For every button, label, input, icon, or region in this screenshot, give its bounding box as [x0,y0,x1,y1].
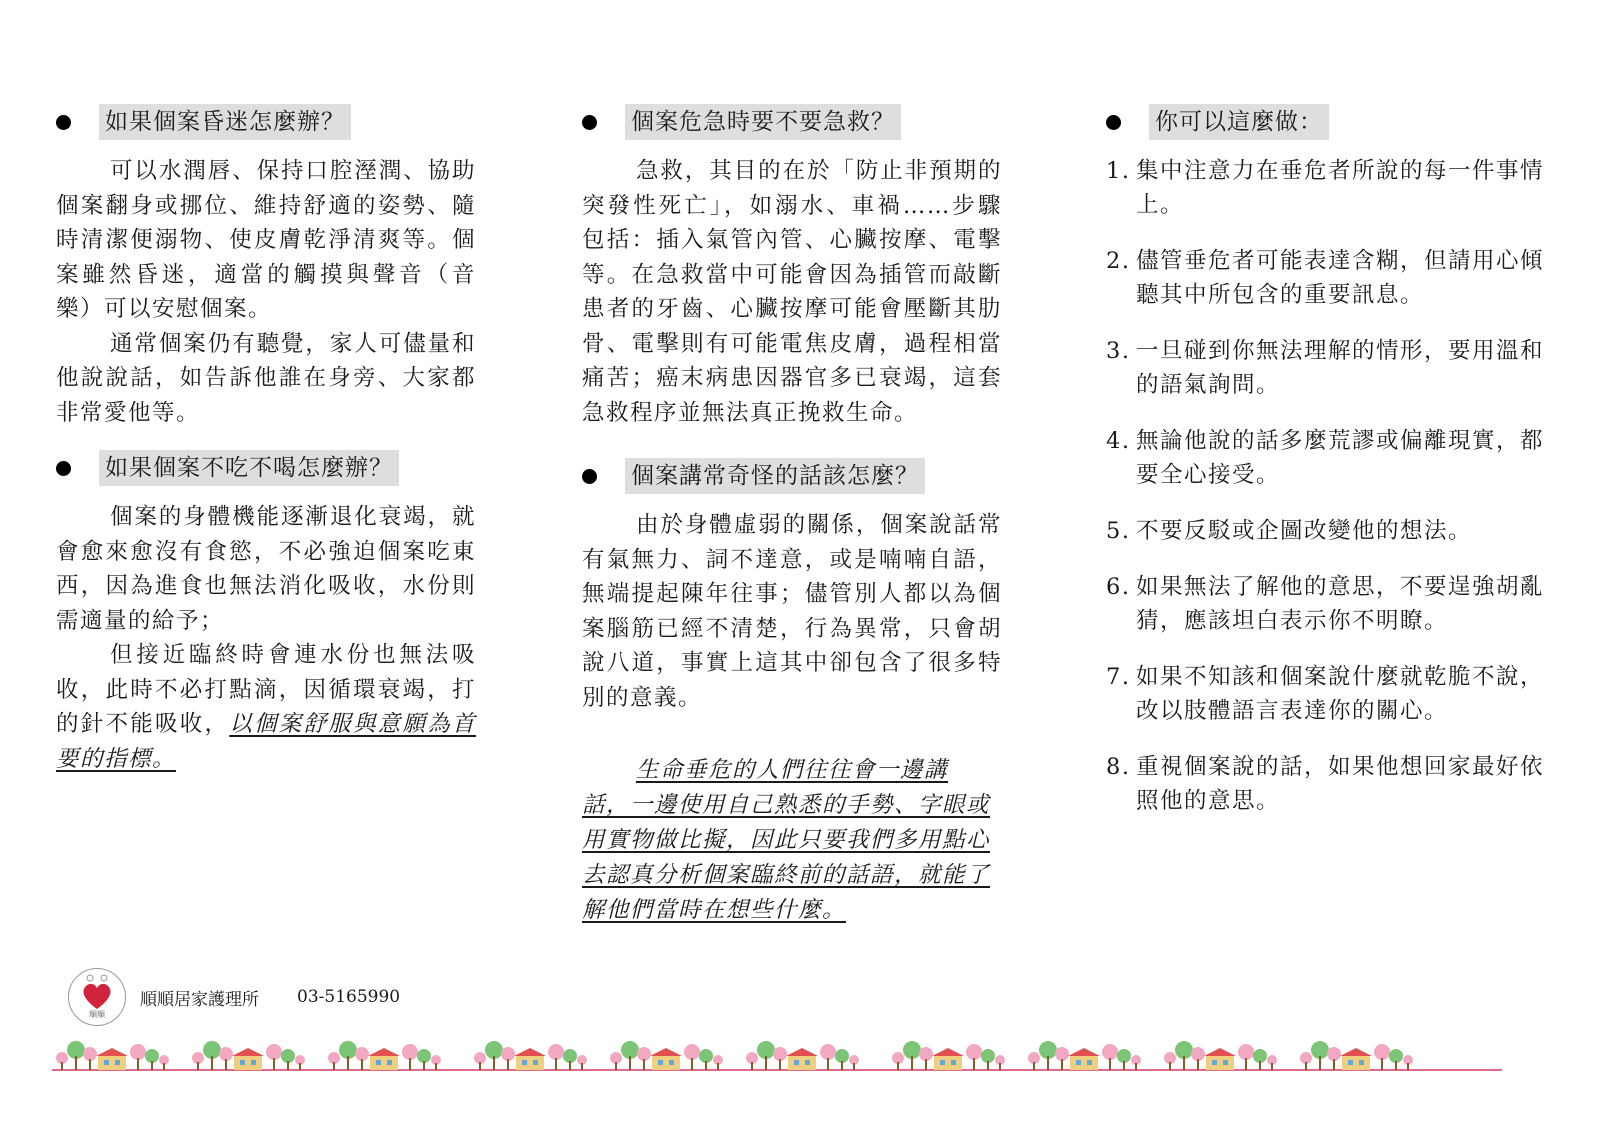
house-tree-group [746,1041,859,1070]
house-tree-group [892,1041,1005,1070]
bullet-icon [56,115,71,130]
emphasis-text: 以個案舒服與意願為首要的指標。 [56,711,476,772]
paragraph: 由於身體虛弱的關係，個案說話常有氣無力、詞不達意，或是喃喃自語，無端提起陳年往事；儘管別人都以為個案腦筋已經不清楚，行為異常，只會胡說八道，事實上這其中卻包含了很多特別的意義。 [582,512,1002,711]
section-heading-what-to-do [1106,104,1546,140]
phone-number: 03-5165990 [297,987,401,1007]
list-number: 6. [1106,574,1131,600]
logo-text: 順順 [89,1010,105,1019]
list-text: 重視個案說的話，如果他想回家最好依照他的意思。 [1136,754,1545,814]
emphasis-quote: 生命垂危的人們往往會一邊講話，一邊使用自己熟悉的手勢、字眼或用實物做比擬，因此只要我們多用點心去認真分析個案臨終前的話語，就能了解他們當時在想些什麼。 [582,757,991,923]
list-text: 無論他說的話多麼荒謬或偏離現實，都要全心接受。 [1136,428,1545,488]
house-tree-group [1164,1041,1277,1070]
column-left [56,104,476,776]
list-number: 2. [1106,248,1131,274]
tips-list [1106,154,1546,818]
list-item [1106,660,1546,728]
list-text: 一旦碰到你無法理解的情形，要用溫和的語氣詢問。 [1136,338,1545,398]
column-middle [582,104,1002,928]
section-heading-resuscitation [582,104,1002,140]
paragraph: 個案的身體機能逐漸退化衰竭，就會愈來愈沒有食慾，不必強迫個案吃東西，因為進食也無法消化吸收，水份則需適量的給予； [56,504,476,634]
list-item [1106,334,1546,402]
section-heading-coma [56,104,476,140]
list-item [1106,154,1546,222]
list-item [1106,424,1546,492]
list-text: 如果無法了解他的意思，不要逞強胡亂猜，應該坦白表示你不明瞭。 [1136,574,1545,634]
paragraph-text: 但接近臨終時會連水份也無法吸收，此時不必打點滴，因循環衰竭，打的針不能吸收， [56,642,476,737]
decorative-border [52,1034,1502,1074]
footer [68,968,400,1026]
house-tree-group [1300,1041,1413,1070]
list-item [1106,750,1546,818]
org-name: 順順居家護理所 [140,989,259,1010]
list-number: 7. [1106,664,1131,690]
heading-text: 個案危急時要不要急救？ [625,104,901,140]
paragraph: 通常個案仍有聽覺，家人可儘量和他說說話，如告訴他誰在身旁、大家都非常愛他等。 [56,330,476,426]
heading-text: 如果個案昏迷怎麼辦？ [99,104,351,140]
list-text: 不要反駁或企圖改變他的想法。 [1136,518,1473,544]
list-number: 4. [1106,428,1131,454]
section-heading-not-eating [56,450,476,486]
list-item [1106,244,1546,312]
house-tree-group [610,1041,723,1070]
heading-text: 個案講常奇怪的話該怎麼？ [625,458,925,494]
list-number: 8. [1106,754,1131,780]
house-tree-group [474,1041,587,1070]
house-tree-group [328,1041,441,1070]
list-item [1106,514,1546,548]
bullet-icon [582,115,597,130]
bullet-icon [1106,115,1121,130]
house-tree-group [1028,1041,1141,1070]
logo [68,968,126,1026]
paragraph [56,638,476,776]
bullet-icon [582,469,597,484]
house-tree-group [56,1041,169,1070]
list-item [1106,570,1546,638]
list-text: 如果不知該和個案說什麼就乾脆不說，改以肢體語言表達你的關心。 [1136,664,1545,724]
column-right [1106,104,1546,840]
heading-text: 你可以這麼做： [1149,104,1329,140]
section-heading-strange-talk [582,458,1002,494]
list-number: 3. [1106,338,1131,364]
heading-text: 如果個案不吃不喝怎麼辦？ [99,450,399,486]
list-text: 集中注意力在垂危者所說的每一件事情上。 [1136,158,1545,218]
list-number: 1. [1106,158,1131,184]
list-text: 儘管垂危者可能表達含糊，但請用心傾聽其中所包含的重要訊息。 [1136,248,1545,308]
paragraph: 可以水潤唇、保持口腔溼潤、協助個案翻身或挪位、維持舒適的姿勢、隨時清潔便溺物、使皮膚乾淨清爽等。個案雖然昏迷，適當的觸摸與聲音（音樂）可以安慰個案。 [56,158,476,322]
house-tree-group [192,1041,305,1070]
paragraph: 急救，其目的在於「防止非預期的突發性死亡」，如溺水、車禍……步驟包括：插入氣管內管、心臟按摩、電擊等。在急救當中可能會因為插管而敲斷患者的牙齒、心臟按摩可能會壓斷其肋骨、電擊則有可能電焦皮膚，過程相當痛苦；癌末病患因器官多已衰竭，這套急救程序並無法真正挽救生命。 [582,158,1002,426]
list-number: 5. [1106,518,1131,544]
bullet-icon [56,461,71,476]
